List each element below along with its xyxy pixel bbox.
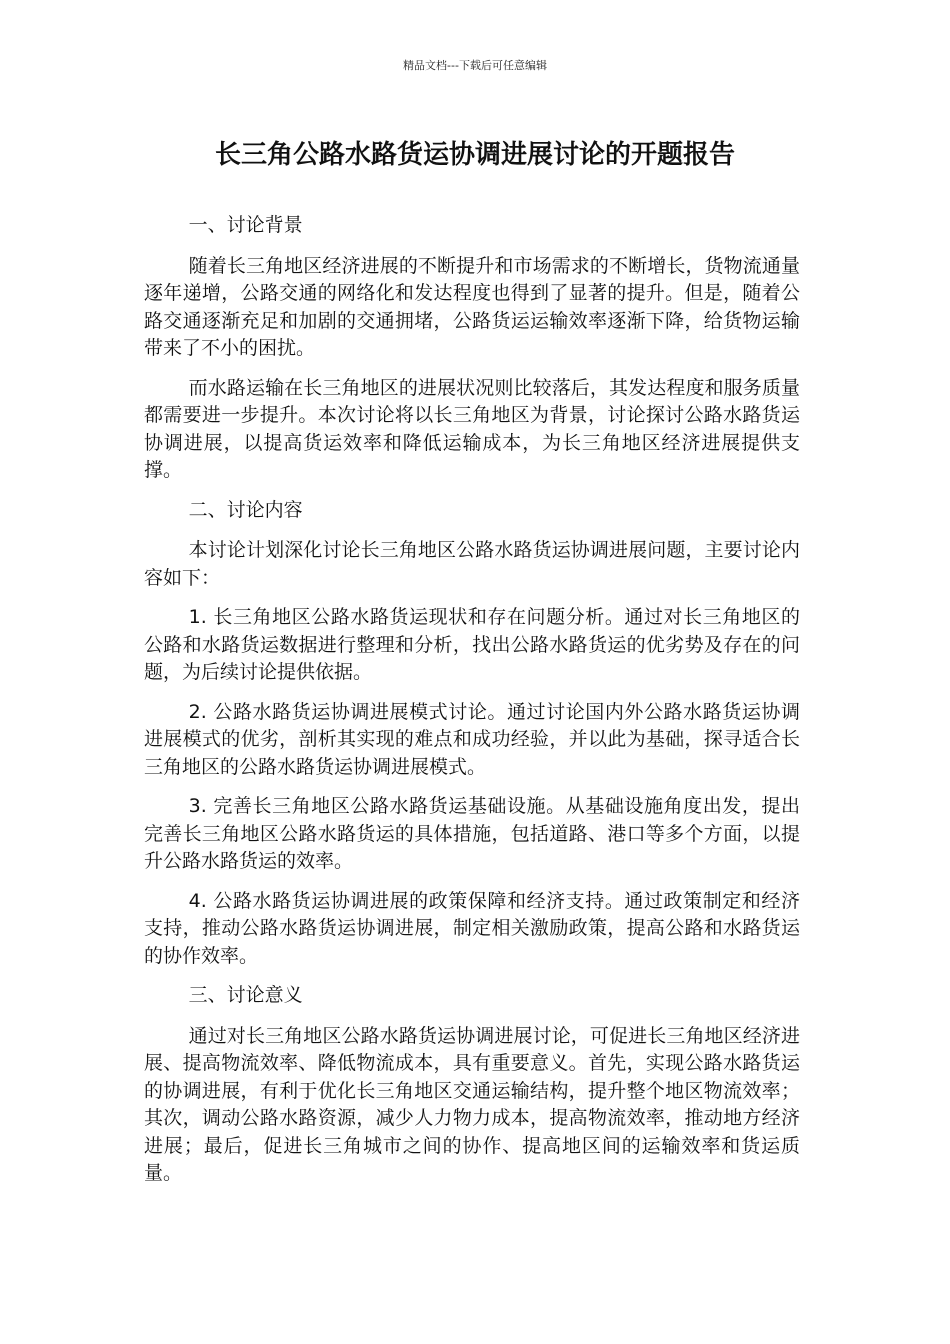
list-item-3: 3. 完善长三角地区公路水路货运基础设施。从基础设施角度出发，提出完善长三角地区公路水路货运的具体措施，包括道路、港口等多个方面，以提升公路水路货运的效率。 — [144, 795, 800, 872]
page-header-watermark: 精品文档---下载后可任意编辑 — [403, 59, 547, 72]
section-heading-background: 一、讨论背景 — [188, 214, 303, 236]
document-body — [144, 212, 800, 1200]
section-heading-content: 二、讨论内容 — [188, 498, 303, 521]
paragraph-significance: 通过对长三角地区公路水路货运协调进展讨论，可促进长三角地区经济进展、提高物流效率、降低物流成本，具有重要意义。首先，实现公路水路货运的协调进展，有利于优化长三角地区交通运输结构，提升整个地区物流效率；其次，调动公路水路资源，减少人力物力成本，提高物流效率，推动地方经济进展；最后，促进长三角城市之间的协作、提高地区间的运输效率和货运质量。 — [144, 1024, 800, 1184]
paragraph-background-2: 而水路运输在长三角地区的进展状况则比较落后，其发达程度和服务质量都需要进一步提升。本次讨论将以长三角地区为背景，讨论探讨公路水路货运协调进展，以提高货运效率和降低运输成本，为长三角地区经济进展提供支撑。 — [144, 376, 800, 481]
document-title: 长三角公路水路货运协调进展讨论的开题报告 — [214, 140, 735, 170]
list-item-2: 2. 公路水路货运协调进展模式讨论。通过讨论国内外公路水路货运协调进展模式的优劣，剖析其实现的难点和成功经验，并以此为基础，探寻适合长三角地区的公路水路货运协调进展模式。 — [144, 700, 800, 778]
paragraph-content-intro: 本讨论计划深化讨论长三角地区公路水路货运协调进展问题，主要讨论内容如下： — [144, 539, 800, 589]
list-item-1: 1. 长三角地区公路水路货运现状和存在问题分析。通过对长三角地区的公路和水路货运数据进行整理和分析，找出公路水路货运的优劣势及存在的问题，为后续讨论提供依据。 — [144, 606, 800, 683]
paragraph-background-1: 随着长三角地区经济进展的不断提升和市场需求的不断增长，货物流通量逐年递增，公路交通的网络化和发达程度也得到了显著的提升。但是，随着公路交通逐渐充足和加剧的交通拥堵，公路货运运输效率逐渐下降，给货物运输带来了不小的困扰。 — [144, 254, 800, 359]
list-item-4: 4. 公路水路货运协调进展的政策保障和经济支持。通过政策制定和经济支持，推动公路水路货运协调进展，制定相关激励政策，提高公路和水路货运的协作效率。 — [144, 889, 800, 967]
section-heading-significance: 三、讨论意义 — [188, 984, 303, 1006]
